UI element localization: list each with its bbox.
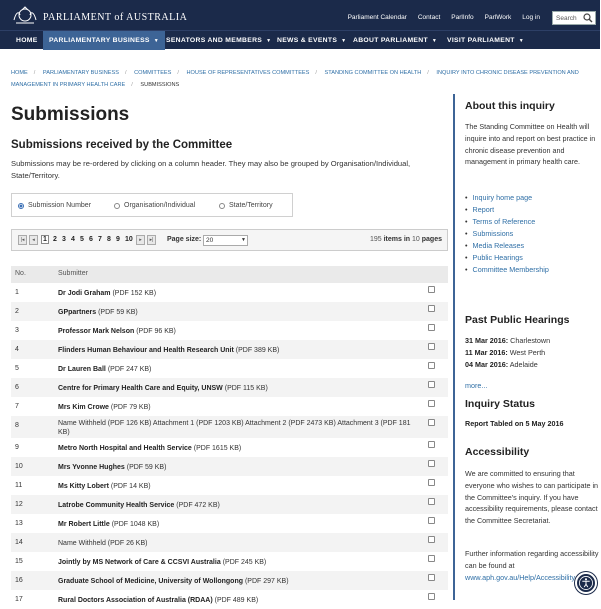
main-nav <box>0 30 600 49</box>
chevron-down-icon: ▼ <box>341 38 347 44</box>
submission-file[interactable]: (PDF 245 KB) <box>222 559 267 566</box>
table-row <box>11 416 448 438</box>
link-committee-membership[interactable]: • Committee Membership <box>465 264 549 276</box>
submitter-name[interactable]: GPpartners <box>58 309 97 316</box>
row-number: 17 <box>15 596 23 603</box>
row-number: 10 <box>15 463 23 470</box>
row-submitter[interactable] <box>58 384 423 393</box>
radio-label: Organisation/Individual <box>124 202 196 209</box>
row-number: 15 <box>15 558 23 565</box>
breadcrumb: HOME / PARLIAMENTARY BUSINESS / COMMITTEES / HOUSE OF REPRESENTATIVES COMMITTEES / STANDING COMMITTEE ON HEALTH / INQUIRY INTO CHRONIC DISEASE PREVENTION AND MANAGEMENT IN PRIMARY HEALTH CARE / SUBMISSIONS <box>11 70 579 88</box>
search-placeholder: Search <box>556 15 577 22</box>
table-row <box>11 571 448 590</box>
submitter-name[interactable]: Mrs Yvonne Hughes <box>58 464 125 471</box>
last-page-button[interactable]: ▸| <box>147 235 156 245</box>
prev-page-button[interactable]: ◂ <box>29 235 38 245</box>
hearing-item <box>465 360 538 369</box>
chevron-down-icon: ▼ <box>518 38 524 44</box>
page-link-6[interactable]: 6 <box>89 236 93 243</box>
more-hearings-link[interactable]: more... <box>465 381 488 390</box>
row-number: 5 <box>15 365 19 372</box>
radio-unselected-icon <box>114 203 120 209</box>
row-submitter[interactable] <box>58 482 423 491</box>
submission-file[interactable]: (PDF 59 KB) <box>98 309 138 316</box>
accessibility-link[interactable]: www.aph.gov.au/Help/Accessibility <box>465 572 576 582</box>
row-number: 8 <box>15 422 19 429</box>
col-header-submitter[interactable]: Submitter <box>58 270 88 277</box>
submitter-name[interactable]: Centre for Primary Health Care and Equity, UNSW <box>58 385 223 392</box>
submission-file[interactable]: (PDF 96 KB) <box>136 328 176 335</box>
nav-news-events-label: NEWS & EVENTS <box>277 37 338 44</box>
hearing-item <box>465 348 545 357</box>
nav-home-label: HOME <box>16 37 38 44</box>
chevron-down-icon: ▼ <box>431 38 438 44</box>
first-page-button[interactable]: |◂ <box>18 235 27 245</box>
inquiry-status-text: Report Tabled on 5 May 2016 <box>465 419 564 428</box>
table-row <box>11 340 448 359</box>
nav-news-events[interactable] <box>277 31 346 50</box>
utility-links <box>348 14 540 21</box>
row-checkbox[interactable] <box>428 498 435 505</box>
row-submitter[interactable] <box>58 308 423 317</box>
row-checkbox[interactable] <box>428 362 435 369</box>
submission-file[interactable]: (PDF 472 KB) <box>176 502 220 509</box>
page-link-4[interactable]: 4 <box>71 236 75 243</box>
about-inquiry-heading: About this inquiry <box>465 100 555 112</box>
row-number: 4 <box>15 346 19 353</box>
page-link-9[interactable]: 9 <box>116 236 120 243</box>
accessibility-heading: Accessibility <box>465 446 530 458</box>
link-report[interactable]: • Report <box>465 204 549 216</box>
submitter-name[interactable]: Ms Kitty Lobert <box>58 483 109 490</box>
row-checkbox[interactable] <box>428 400 435 407</box>
page-link-3[interactable]: 3 <box>62 236 66 243</box>
row-number: 14 <box>15 539 23 546</box>
row-submitter[interactable] <box>58 501 423 510</box>
row-checkbox[interactable] <box>428 479 435 486</box>
sidebar <box>453 94 600 600</box>
row-submitter[interactable] <box>58 289 423 298</box>
link-contact[interactable]: Contact <box>417 14 441 21</box>
pager <box>11 229 448 251</box>
table-row <box>11 397 448 416</box>
row-number: 11 <box>15 482 23 489</box>
hearing-date: 31 Mar 2016: <box>465 336 509 345</box>
nav-senators-members-label: SENATORS AND MEMBERS <box>166 37 263 44</box>
page-link-7[interactable]: 7 <box>98 236 102 243</box>
submission-file[interactable]: (PDF 489 KB) <box>214 597 259 604</box>
submitter-name[interactable]: Latrobe Community Health Service <box>58 502 175 509</box>
row-submitter[interactable] <box>58 596 423 605</box>
row-number: 3 <box>15 327 19 334</box>
submitter-name[interactable]: Rural Doctors Association of Australia (RDAA) <box>58 597 213 604</box>
submissions-table <box>11 283 448 609</box>
submitter-name[interactable]: Professor Mark Nelson <box>58 328 135 335</box>
link-media-releases[interactable]: • Media Releases <box>465 240 549 252</box>
table-row <box>11 590 448 609</box>
page-link-2[interactable]: 2 <box>53 236 57 243</box>
row-checkbox[interactable] <box>428 381 435 388</box>
section-title: Submissions received by the Committee <box>11 139 233 151</box>
row-submitter[interactable] <box>58 463 423 472</box>
hearing-item <box>465 336 550 345</box>
row-checkbox[interactable] <box>428 419 435 426</box>
submission-file[interactable]: (PDF 297 KB) <box>244 578 289 585</box>
crumb-current: SUBMISSIONS <box>140 82 180 88</box>
table-row <box>11 495 448 514</box>
row-checkbox[interactable] <box>428 536 435 543</box>
total-items: 195 <box>369 236 382 243</box>
pager-info <box>370 236 442 243</box>
submission-file[interactable]: (PDF 247 KB) <box>107 366 152 373</box>
inquiry-status-heading: Inquiry Status <box>465 398 536 410</box>
table-row <box>11 283 448 302</box>
page-link-10[interactable]: 10 <box>125 236 133 243</box>
row-submitter[interactable] <box>58 403 423 412</box>
items-text: items in <box>383 236 411 243</box>
submission-file[interactable]: (PDF 115 KB) <box>224 385 268 392</box>
submitter-name[interactable]: Dr Jodi Graham <box>58 290 111 297</box>
chevron-down-icon: ▼ <box>241 237 246 243</box>
hearing-date: 04 Mar 2016: <box>465 360 509 369</box>
nav-parliamentary-business[interactable] <box>43 31 165 50</box>
page-link-5[interactable]: 5 <box>80 236 84 243</box>
page-title: Submissions <box>11 104 130 125</box>
row-checkbox[interactable] <box>428 305 435 312</box>
row-number: 7 <box>15 403 19 410</box>
row-submitter[interactable] <box>58 520 423 529</box>
nav-visit-parliament-label: VISIT PARLIAMENT <box>447 37 515 44</box>
row-submitter[interactable] <box>58 365 423 374</box>
group-by-options <box>11 193 293 217</box>
row-number: 6 <box>15 384 19 391</box>
table-row <box>11 457 448 476</box>
col-header-no[interactable]: No. <box>15 270 26 277</box>
table-row <box>11 321 448 340</box>
submitter-name[interactable]: Mrs Kim Crowe <box>58 404 109 411</box>
coat-of-arms-icon[interactable] <box>10 6 40 26</box>
accessibility-info-text: Further information regarding accessibility can be found at <box>465 549 599 570</box>
link-parlwork[interactable]: ParlWork <box>484 14 512 21</box>
nav-visit-parliament[interactable] <box>447 31 524 50</box>
submitter-name[interactable]: Jointly by MS Network of Care & CCSVI Australia <box>58 559 221 566</box>
row-number: 13 <box>15 520 23 527</box>
row-checkbox[interactable] <box>428 441 435 448</box>
hearing-place: Charlestown <box>510 336 551 345</box>
submission-file[interactable]: (PDF 14 KB) <box>110 483 151 490</box>
intro-text: Submissions may be re-ordered by clicking on a column header. They may also be grouped by Organisation/Individual, State/Territory. <box>11 159 411 180</box>
nav-senators-members[interactable] <box>166 31 271 50</box>
radio-label: State/Territory <box>229 202 273 209</box>
top-header <box>0 0 600 30</box>
submitter-name[interactable]: Mr Robert Little <box>58 521 110 528</box>
submitter-name[interactable]: Dr Lauren Ball <box>58 366 106 373</box>
row-submitter[interactable] <box>58 539 423 548</box>
chevron-down-icon: ▼ <box>266 38 272 44</box>
row-checkbox[interactable] <box>428 286 435 293</box>
radio-state-territory[interactable] <box>219 202 273 209</box>
submission-file[interactable]: (PDF 59 KB) <box>126 464 167 471</box>
search-icon[interactable] <box>583 13 593 23</box>
submitter-name[interactable]: Flinders Human Behaviour and Health Research Unit <box>58 347 234 354</box>
table-row <box>11 378 448 397</box>
nav-home[interactable] <box>16 31 38 50</box>
hearing-place: Adelaide <box>509 360 538 369</box>
search-input[interactable] <box>552 11 596 25</box>
hearing-date: 11 Mar 2016: <box>465 348 508 357</box>
row-checkbox[interactable] <box>428 555 435 562</box>
page-link-1[interactable]: 1 <box>43 236 47 243</box>
crumb-house-committees[interactable]: HOUSE OF REPRESENTATIVES COMMITTEES <box>186 70 310 76</box>
link-submissions[interactable]: • Submissions <box>465 228 549 240</box>
accessibility-icon[interactable] <box>575 572 597 594</box>
row-checkbox[interactable] <box>428 460 435 467</box>
link-inquiry-home[interactable]: • Inquiry home page <box>465 192 549 204</box>
next-page-button[interactable]: ▸ <box>136 235 145 245</box>
chevron-down-icon: ▼ <box>153 38 160 44</box>
submission-file[interactable]: Name Withheld (PDF 126 KB) Attachment 1 (PDF 1203 KB) Attachment 2 (PDF 2473 KB) Attachment 3 (PDF 181 KB) <box>58 420 411 436</box>
submitter-name[interactable]: Graduate School of Medicine, University of Wollongong <box>58 578 243 585</box>
row-checkbox[interactable] <box>428 517 435 524</box>
radio-selected-icon <box>18 203 24 209</box>
row-number: 9 <box>15 444 19 451</box>
row-checkbox[interactable] <box>428 574 435 581</box>
submission-file[interactable]: (PDF 1048 KB) <box>111 521 160 528</box>
page-link-8[interactable]: 8 <box>107 236 111 243</box>
table-row <box>11 552 448 571</box>
radio-organisation-individual[interactable] <box>114 202 195 209</box>
table-header <box>11 266 448 283</box>
pages-text: pages <box>421 236 442 243</box>
accessibility-text: We are committed to ensuring that everyone who wishes to can participate in the Committee's inquiry. If you have accessibility requirements, please contact the Committee Secretariat. <box>465 469 599 526</box>
row-submitter[interactable] <box>58 419 423 437</box>
crumb-health-committee[interactable]: STANDING COMMITTEE ON HEALTH <box>324 70 422 76</box>
table-row <box>11 514 448 533</box>
submission-file[interactable]: (PDF 152 KB) <box>112 290 157 297</box>
row-number: 12 <box>15 501 23 508</box>
table-row <box>11 438 448 457</box>
page-size-label: Page size: <box>167 236 202 243</box>
site-brand[interactable]: PARLIAMENT of AUSTRALIA <box>43 12 188 23</box>
row-number: 16 <box>15 577 23 584</box>
row-submitter[interactable] <box>58 577 423 586</box>
row-checkbox[interactable] <box>428 324 435 331</box>
submission-file[interactable]: (PDF 1615 KB) <box>193 445 242 452</box>
crumb-inquiry-cont[interactable]: PRIMARY HEALTH CARE <box>59 82 126 88</box>
row-number: 1 <box>15 289 19 296</box>
table-row <box>11 302 448 321</box>
hearing-place: West Perth <box>509 348 546 357</box>
nav-parliamentary-business-label: PARLIAMENTARY BUSINESS <box>49 37 150 44</box>
link-parlinfo[interactable]: ParlInfo <box>451 14 474 21</box>
submission-file[interactable]: (PDF 79 KB) <box>110 404 151 411</box>
row-submitter[interactable] <box>58 346 423 355</box>
submission-file[interactable]: (PDF 389 KB) <box>235 347 280 354</box>
radio-unselected-icon <box>219 203 225 209</box>
submission-file[interactable]: Name Withheld (PDF 26 KB) <box>58 540 148 547</box>
table-row <box>11 476 448 495</box>
table-row <box>11 359 448 378</box>
radio-submission-number[interactable] <box>18 202 91 209</box>
link-public-hearings[interactable]: • Public Hearings <box>465 252 549 264</box>
link-terms-of-reference[interactable]: • Terms of Reference <box>465 216 549 228</box>
radio-label: Submission Number <box>28 202 92 209</box>
row-submitter[interactable] <box>58 444 423 453</box>
about-inquiry-text: The Standing Committee on Health will inquire into and report on best practice in chronic disease prevention and management in primary health care. <box>465 122 596 167</box>
submitter-name[interactable]: Metro North Hospital and Health Service <box>58 445 192 452</box>
past-hearings-heading: Past Public Hearings <box>465 314 570 326</box>
nav-about-parliament[interactable] <box>353 31 437 50</box>
row-submitter[interactable] <box>58 558 423 567</box>
page-size-value: 20 <box>206 237 214 244</box>
link-parliament-calendar[interactable]: Parliament Calendar <box>347 14 407 21</box>
row-number: 2 <box>15 308 19 315</box>
total-pages: 10 <box>412 236 420 243</box>
inquiry-links <box>465 192 549 276</box>
row-submitter[interactable] <box>58 327 423 336</box>
row-checkbox[interactable] <box>428 343 435 350</box>
table-row <box>11 533 448 552</box>
crumb-inquiry[interactable]: INQUIRY INTO CHRONIC DISEASE PREVENTION AND MANAGEMENT IN <box>11 70 579 88</box>
page-size-select[interactable] <box>203 235 248 246</box>
crumb-home[interactable]: HOME <box>11 70 28 76</box>
nav-about-parliament-label: ABOUT PARLIAMENT <box>353 37 428 44</box>
link-login[interactable]: Log in <box>522 14 540 21</box>
crumb-parliamentary-business[interactable]: PARLIAMENTARY BUSINESS <box>42 70 119 76</box>
crumb-committees[interactable]: COMMITTEES <box>134 70 172 76</box>
row-checkbox[interactable] <box>428 593 435 600</box>
